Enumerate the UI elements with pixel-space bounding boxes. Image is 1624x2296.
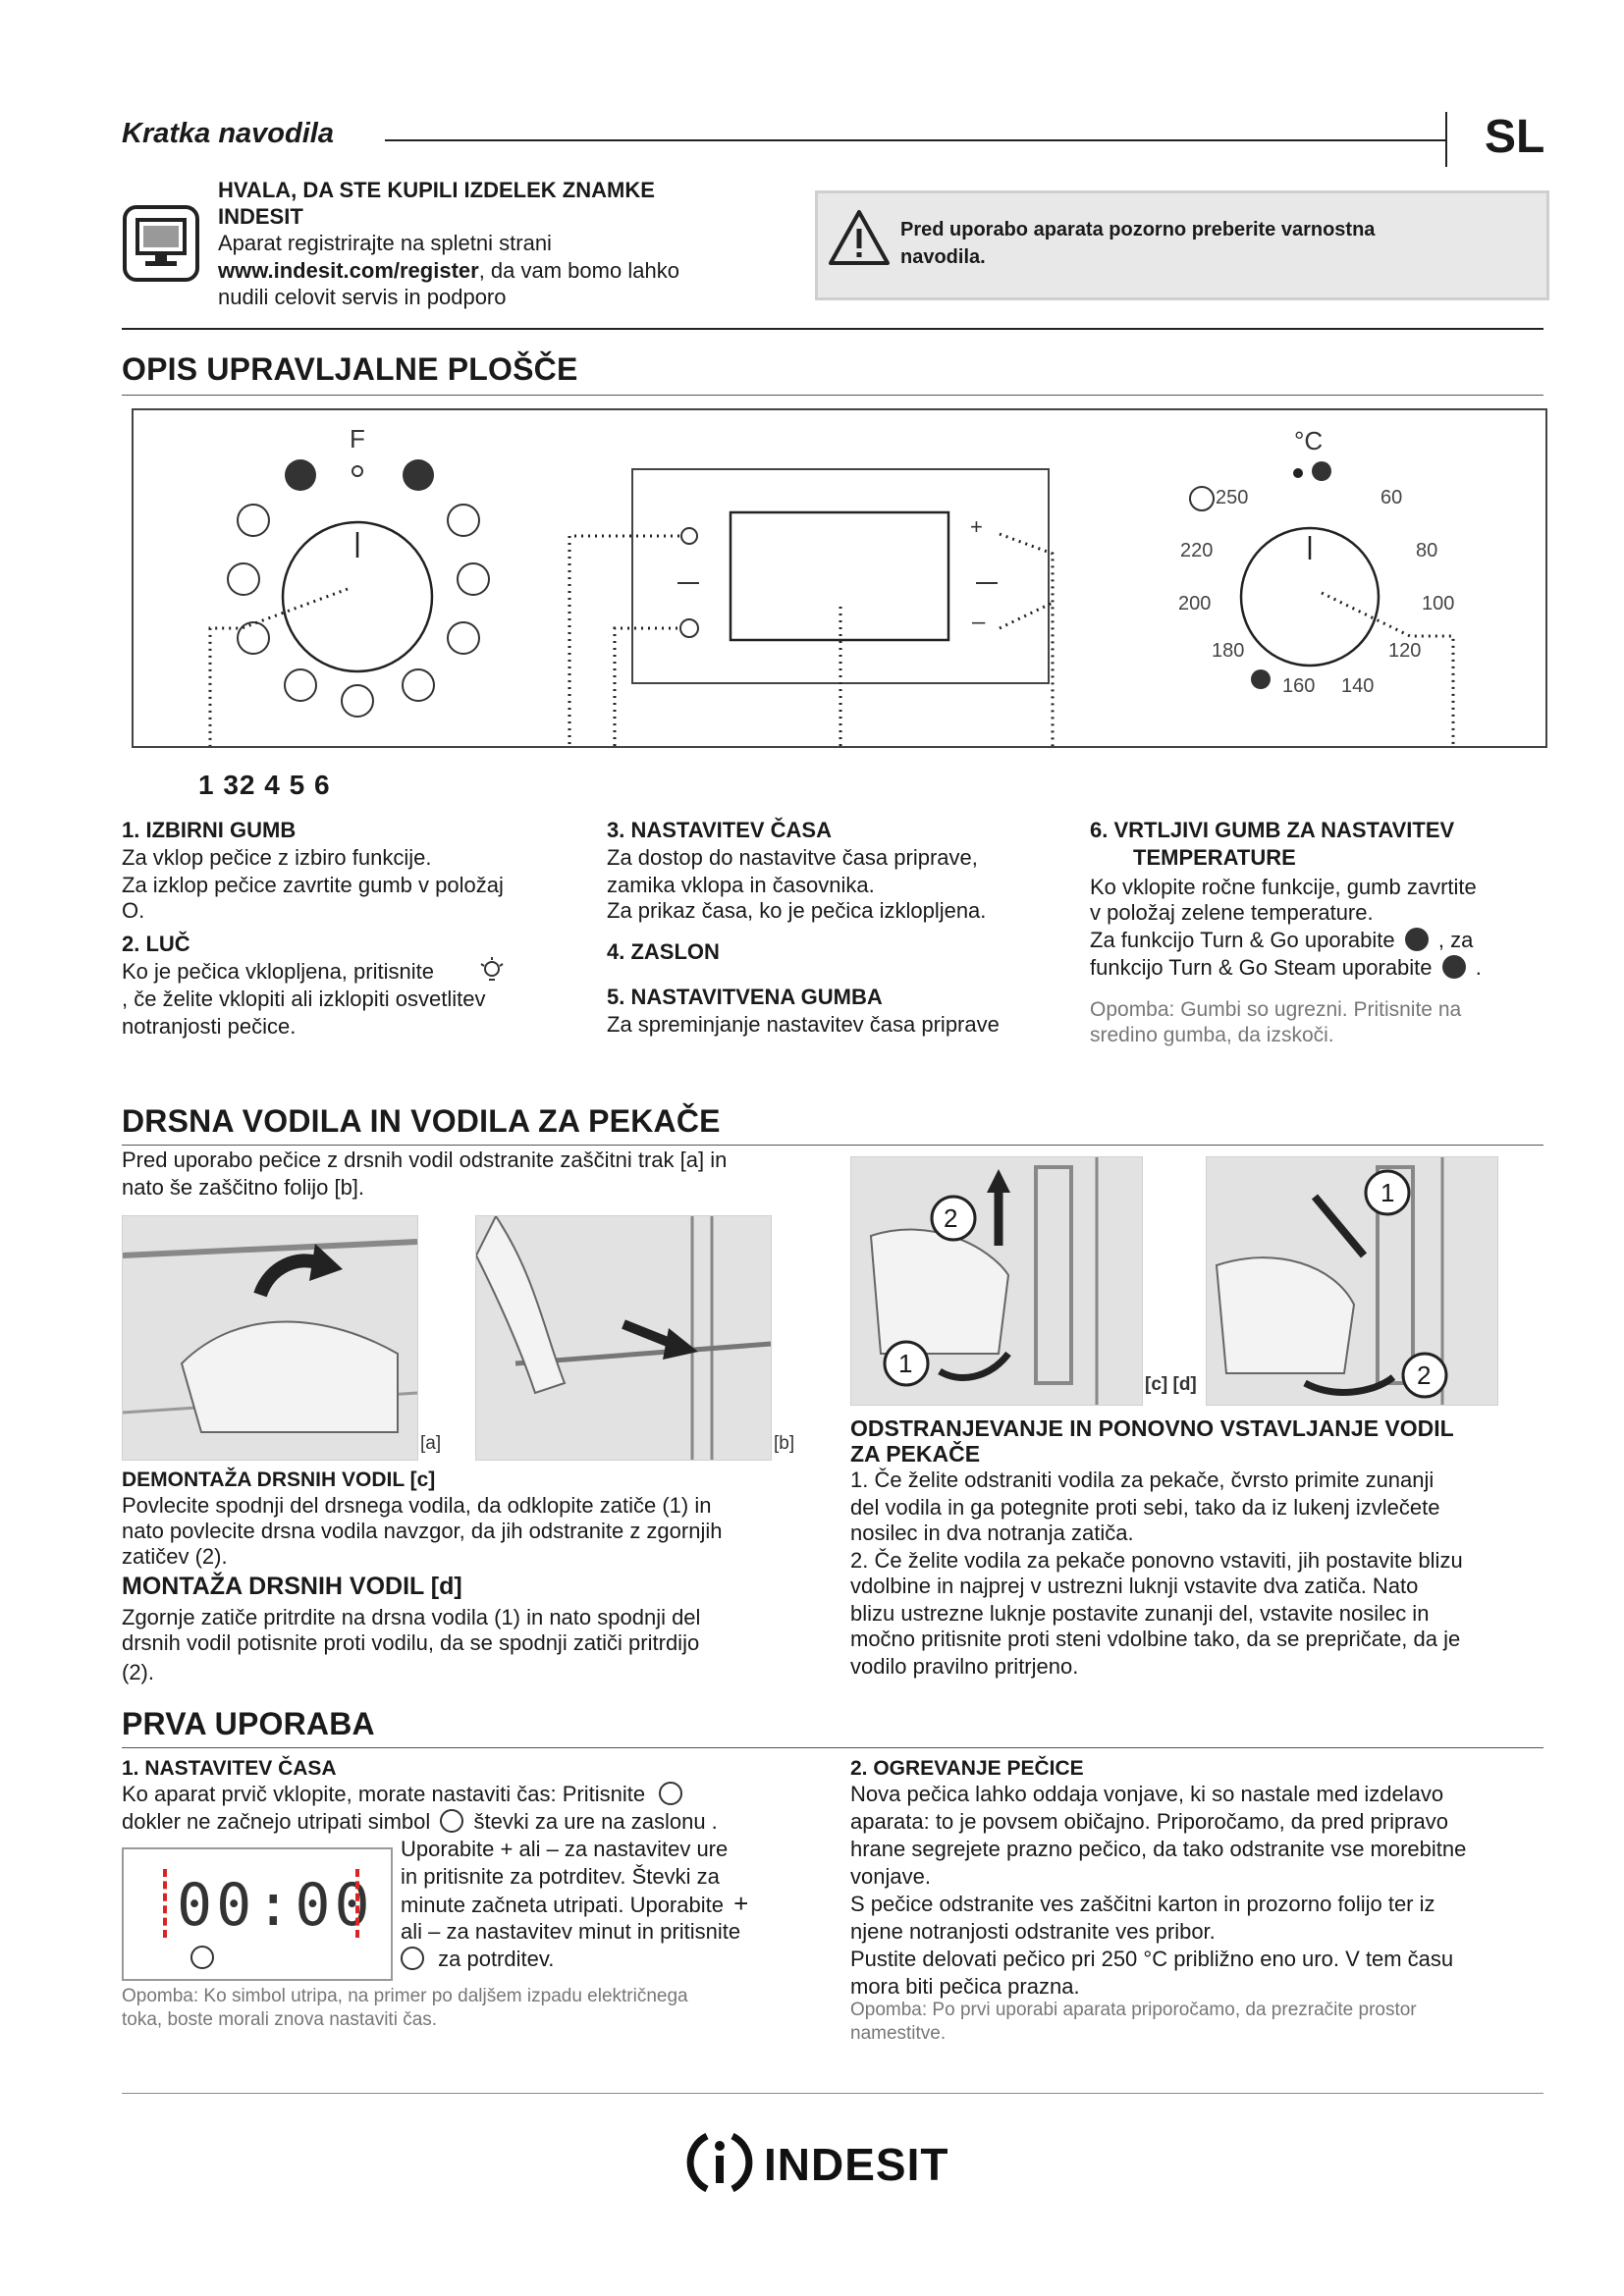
panel-heading: OPIS UPRAVLJALNE PLOŠČE <box>122 351 578 387</box>
item-1-line-2: Za izklop pečice zavrtite gumb v položaj <box>122 873 504 897</box>
item-6-line-4 <box>1090 954 1482 981</box>
item-3-line-3: Za prikaz časa, ko je pečica izklopljena. <box>607 898 987 923</box>
item-6-title-1: 6. VRTLJIVI GUMB ZA NASTAVITEV <box>1090 818 1455 842</box>
first-use-heading-rule <box>122 1747 1543 1748</box>
mont-line-2: drsnih vodil potisnite proti vodilu, da se spodnji zatiči pritrdijo <box>122 1630 700 1655</box>
image-d-inserting-rail <box>1206 1156 1498 1406</box>
temp-100: 100 <box>1422 593 1455 614</box>
item-2-line-2: , če želite vklopiti ali izklopiti osvetlitev <box>122 987 486 1011</box>
item-3-line-1: Za dostop do nastavitve časa priprave, <box>607 845 978 870</box>
item-5-title: 5. NASTAVITVENA GUMBA <box>607 985 883 1009</box>
temp-220: 220 <box>1180 540 1214 561</box>
confirm-clock-icon <box>401 1947 424 1970</box>
set-time-line-2-text: dokler ne začnejo utripati simbol <box>122 1809 431 1834</box>
mont-title: MONTAŽA DRSNIH VODIL [d] <box>122 1573 462 1600</box>
temp-60: 60 <box>1380 487 1403 508</box>
temp-120: 120 <box>1388 640 1422 662</box>
rails-intro-2: nato še zaščitno folijo [b]. <box>122 1175 365 1200</box>
item-6-line-3-tail: , za <box>1437 928 1474 952</box>
image-b-remove-film <box>475 1215 772 1461</box>
temp-160: 160 <box>1282 675 1316 697</box>
set-time-line-5 <box>401 1891 748 1918</box>
demont-line-1: Povlecite spodnji del drsnega vodila, da odklopite zatiče (1) in <box>122 1493 712 1518</box>
item-2-title: 2. LUČ <box>122 932 190 956</box>
demont-title: DEMONTAŽA DRSNIH VODIL [c] <box>122 1468 436 1491</box>
control-panel-diagram <box>132 408 1547 748</box>
remove-title-1: ODSTRANJEVANJE IN PONOVNO VSTAVLJANJE VODIL <box>850 1415 1454 1441</box>
temp-unit-label: °C <box>1294 426 1324 455</box>
set-time-title: 1. NASTAVITEV ČASA <box>122 1757 337 1780</box>
logo-i-symbol-icon <box>685 2128 754 2197</box>
panel-heading-rule <box>122 395 1543 396</box>
header-title: Kratka navodila <box>122 118 334 149</box>
rails-heading-rule <box>122 1145 1543 1146</box>
item-3-line-2: zamika vklopa in časovnika. <box>607 873 875 897</box>
item-6-line-3 <box>1090 927 1473 953</box>
image-cd-caption: [c] [d] <box>1145 1374 1197 1395</box>
preheat-line-7: Pustite delovati pečico pri 250 °C približno eno uro. V tem času <box>850 1947 1454 1971</box>
image-b-caption: [b] <box>774 1433 795 1454</box>
blink-right-marks <box>342 1869 359 1938</box>
header-rule-end <box>1445 112 1447 167</box>
temp-80: 80 <box>1416 540 1438 561</box>
item-6-line-4-tail: . <box>1475 955 1482 980</box>
callout-numbers: 1 32 4 5 6 <box>198 770 331 800</box>
remove-line-2: del vodila in ga potegnite proti sebi, tako da iz lukenj izvlečete <box>850 1495 1440 1520</box>
remove-line-3: nosilec in dva notranja zatiča. <box>850 1521 1134 1545</box>
item-4-title: 4. ZASLON <box>607 939 720 964</box>
preheat-note-1: Opomba: Po prvi uporabi aparata priporočamo, da prezračite prostor <box>850 2000 1417 2020</box>
set-time-line-2 <box>122 1808 718 1835</box>
item-5-line-1: Za spreminjanje nastavitev časa priprave <box>607 1012 1000 1037</box>
set-time-note-1: Opomba: Ko simbol utripa, na primer po daljšem izpadu električnega <box>122 1986 688 2006</box>
image-c-step-1: 1 <box>898 1349 913 1378</box>
item-6-note-1: Opomba: Gumbi so ugrezni. Pritisnite na <box>1090 998 1462 1021</box>
footer-rule <box>122 2093 1543 2094</box>
item-1-line-1: Za vklop pečice z izbiro funkcije. <box>122 845 432 870</box>
thanks-line-1: HVALA, DA STE KUPILI IZDELEK ZNAMKE <box>218 178 655 202</box>
preheat-line-8: mora biti pečica prazna. <box>850 1974 1080 1999</box>
clock-display-box <box>122 1847 393 1981</box>
set-time-line-3: Uporabite + ali – za nastavitev ure <box>401 1837 729 1861</box>
demont-line-3: zatičev (2). <box>122 1544 228 1569</box>
display-clock-icon <box>190 1946 214 1969</box>
display-minus-label: – <box>972 609 986 635</box>
item-1-line-3: O. <box>122 898 145 923</box>
remove-title-2: ZA PEKAČE <box>850 1441 981 1467</box>
preheat-line-5: S pečice odstranite ves zaščitni karton in prozorno folijo ter iz <box>850 1892 1435 1916</box>
register-line-2-rest: , da vam bomo lahko <box>478 258 679 283</box>
preheat-line-3: hrane segrejete prazno pečico, da tako odstranite vse morebitne <box>850 1837 1467 1861</box>
preheat-note-2: namestitve. <box>850 2023 947 2044</box>
set-time-line-4: in pritisnite za potrditev. Števki za <box>401 1864 720 1889</box>
register-url[interactable]: www.indesit.com/register <box>218 258 479 283</box>
register-line-1: Aparat registrirajte na spletni strani <box>218 231 552 255</box>
intro-divider <box>122 328 1543 330</box>
remove-line-7: močno pritisnite proti steni vdolbine tako, da se prepričate, da je <box>850 1627 1461 1651</box>
item-6-line-1: Ko vklopite ročne funkcije, gumb zavrtite <box>1090 875 1477 899</box>
warning-line-1: Pred uporabo aparata pozorno preberite varnostna <box>900 219 1376 240</box>
warning-line-2: navodila. <box>900 246 986 268</box>
mont-line-1: Zgornje zatiče pritrdite na drsna vodila (1) in nato spodnji del <box>122 1605 701 1629</box>
temp-250: 250 <box>1216 487 1249 508</box>
computer-icon <box>122 204 200 283</box>
remove-line-1: 1. Če želite odstraniti vodila za pekače, čvrsto primite zunanji <box>850 1468 1435 1492</box>
temp-200: 200 <box>1178 593 1212 614</box>
function-knob-f-label: F <box>350 424 365 454</box>
set-time-line-7 <box>401 1946 554 1972</box>
brand-name: INDESIT <box>764 2139 949 2190</box>
set-time-line-7-text: za potrditev. <box>438 1947 555 1971</box>
temp-180: 180 <box>1212 640 1245 662</box>
item-2-line-1: Ko je pečica vklopljena, pritisnite <box>122 959 434 984</box>
set-time-line-2-tail: števki za ure na zaslonu . <box>473 1809 718 1834</box>
remove-line-4: 2. Če želite vodila za pekače ponovno vstaviti, jih postavite blizu <box>850 1548 1463 1573</box>
clock-display-digits: 00:00 <box>177 1871 374 1940</box>
demont-line-2: nato povlecite drsna vodila navzgor, da jih odstranite z zgornjih <box>122 1519 723 1543</box>
item-3-title: 3. NASTAVITEV ČASA <box>607 818 832 842</box>
thanks-line-2: INDESIT <box>218 204 303 229</box>
remove-line-6: blizu ustrezne luknje postavite zunanji del, vstavite nosilec in <box>850 1601 1430 1626</box>
item-6-line-3-text: Za funkcijo Turn & Go uporabite <box>1090 928 1395 952</box>
indesit-logo <box>685 2124 980 2203</box>
image-d-step-2: 2 <box>1417 1361 1432 1390</box>
rails-heading: DRSNA VODILA IN VODILA ZA PEKAČE <box>122 1103 721 1139</box>
clock-blink-symbol-icon <box>440 1809 463 1833</box>
set-time-line-5-text: minute začneta utripati. Uporabite <box>401 1893 724 1917</box>
clock-icon <box>659 1782 682 1805</box>
display-plus-label: + <box>970 514 983 539</box>
item-6-line-4-text: funkcijo Turn & Go Steam uporabite <box>1090 955 1433 980</box>
set-time-note-2: toka, boste morali znova nastaviti čas. <box>122 2009 438 2030</box>
register-line-2 <box>218 257 679 284</box>
preheat-line-1: Nova pečica lahko oddaja vonjave, ki so nastale med izdelavo <box>850 1782 1444 1806</box>
image-d-step-1: 1 <box>1380 1178 1395 1207</box>
temp-140: 140 <box>1341 675 1375 697</box>
mont-line-3: (2). <box>122 1660 154 1684</box>
remove-line-8: vodilo pravilno pritrjeno. <box>850 1654 1079 1679</box>
image-c-removing-rail <box>850 1156 1143 1406</box>
first-use-heading: PRVA UPORABA <box>122 1706 375 1741</box>
item-2-line-3: notranjosti pečice. <box>122 1014 297 1039</box>
preheat-line-4: vonjave. <box>850 1864 931 1889</box>
item-6-line-2: v položaj zelene temperature. <box>1090 900 1374 925</box>
safety-warning-box <box>815 190 1549 300</box>
item-6-title-2: TEMPERATURE <box>1133 845 1296 870</box>
item-1-title: 1. IZBIRNI GUMB <box>122 818 297 842</box>
register-line-3: nudili celovit servis in podporo <box>218 285 507 309</box>
blink-left-marks <box>163 1869 181 1938</box>
set-time-line-6: ali – za nastavitev minut in pritisnite <box>401 1919 741 1944</box>
set-time-line-1 <box>122 1781 682 1807</box>
remove-line-5: vdolbine in najprej v ustrezni luknji vstavite dva zatiča. Nato <box>850 1574 1419 1598</box>
header-rule <box>385 139 1445 141</box>
turn-and-go-icon <box>1405 928 1429 951</box>
preheat-line-2: aparata: to je povsem običajno. Priporočamo, da pred pripravo <box>850 1809 1449 1834</box>
turn-and-go-steam-icon <box>1442 955 1466 979</box>
preheat-title: 2. OGREVANJE PEČICE <box>850 1757 1084 1780</box>
light-icon <box>479 956 505 984</box>
image-a-caption: [a] <box>420 1433 442 1454</box>
plus-icon: + <box>733 1889 749 1918</box>
image-c-step-2: 2 <box>944 1203 958 1233</box>
set-time-line-1-text: Ko aparat prvič vklopite, morate nastaviti čas: Pritisnite <box>122 1782 646 1806</box>
language-code: SL <box>1485 111 1545 163</box>
item-6-note-2: sredino gumba, da izskoči. <box>1090 1024 1334 1046</box>
warning-triangle-icon <box>828 209 891 266</box>
preheat-line-6: njene notranjosti odstranite ves pribor. <box>850 1919 1216 1944</box>
image-a-remove-tape <box>122 1215 418 1461</box>
rails-intro-1: Pred uporabo pečice z drsnih vodil odstranite zaščitni trak [a] in <box>122 1148 728 1172</box>
